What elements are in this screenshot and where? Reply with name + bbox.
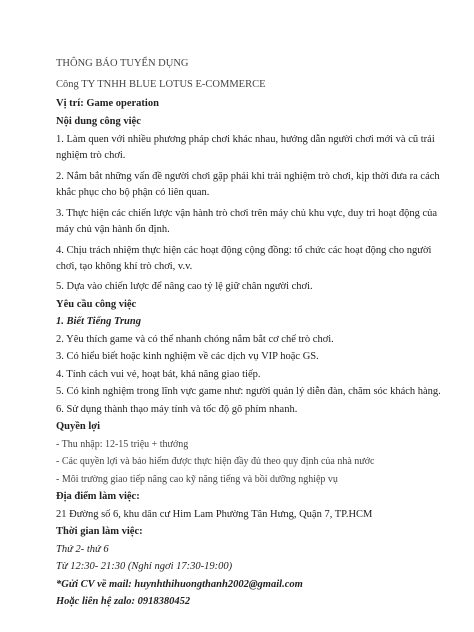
requirement-item-4: 4. Tính cách vui vẻ, hoạt bát, khả năng giao tiếp. (56, 368, 261, 380)
requirements-heading: Yêu cầu công việc (56, 298, 137, 310)
job-content-item-2: 2. Nắm bắt những vấn đề người chơi gặp phải khi trải nghiệm trò chơi, kịp thời đưa ra cách khắc phục cho bộ phận có liên quan. (56, 170, 440, 198)
job-content-heading: Nội dung công việc (56, 115, 141, 127)
job-content-item-4: 4. Chịu trách nhiệm thực hiện các hoạt động cộng đồng: tổ chức các hoạt động cho người chơi, tạo không khí trò chơi, v.v. (56, 244, 432, 272)
job-content-item-5: 5. Dựa vào chiến lược để nâng cao tỷ lệ giữ chân người chơi. (56, 281, 313, 292)
company-name: Công TY TNHH BLUE LOTUS E-COMMERCE (56, 78, 266, 90)
benefit-item-3: - Môi trường giao tiếp nâng cao kỹ năng tiếng và bồi dưỡng nghiệp vụ (56, 473, 338, 485)
benefits-heading: Quyền lợi (56, 421, 101, 432)
location-heading: Địa điểm làm việc: (56, 491, 140, 502)
schedule-days: Thứ 2- thứ 6 (56, 543, 109, 555)
benefit-item-1: - Thu nhập: 12-15 triệu + thưởng (56, 438, 189, 450)
requirement-item-1: 1. Biết Tiếng Trung (56, 316, 141, 327)
contact-zalo: Hoặc liên hệ zalo: 0918380452 (56, 596, 191, 607)
requirement-item-5: 5. Có kinh nghiệm trong lĩnh vực game như: người quản lý diễn đàn, chăm sóc khách hàng. (56, 386, 441, 397)
schedule-hours: Từ 12:30- 21:30 (Nghỉ ngơi 17:30-19:00) (56, 561, 233, 572)
contact-email: *Gửi CV về mail: huynhthihuongthanh2002@gmail.com (56, 578, 303, 590)
benefit-item-2: - Các quyền lợi và bảo hiểm được thực hiện đầy đủ theo quy định của nhà nước (56, 456, 375, 467)
job-content-item-3: 3. Thực hiện các chiến lược vận hành trò chơi trên máy chủ khu vực, duy trì hoạt động của máy chủ vận hành ổn định. (56, 207, 438, 235)
position-title: Vị trí: Game operation (56, 98, 159, 109)
job-content-item-1: 1. Làm quen với nhiều phương pháp chơi khác nhau, hướng dẫn người chơi mới và cũ trải nghiệm trò chơi. (56, 133, 435, 161)
location-address: 21 Đường số 6, khu dân cư Him Lam Phường Tân Hưng, Quận 7, TP.HCM (56, 508, 373, 520)
notice-title: THÔNG BÁO TUYỂN DỤNG (56, 58, 189, 69)
requirement-item-6: 6. Sử dụng thành thạo máy tính và tốc độ gõ phím nhanh. (56, 403, 298, 415)
requirement-item-2: 2. Yêu thích game và có thể nhanh chóng nắm bắt cơ chế trò chơi. (56, 333, 334, 345)
schedule-heading: Thời gian làm việc: (56, 526, 143, 537)
requirement-item-3: 3. Có hiểu biết hoặc kinh nghiệm về các dịch vụ VIP hoặc GS. (56, 351, 319, 362)
